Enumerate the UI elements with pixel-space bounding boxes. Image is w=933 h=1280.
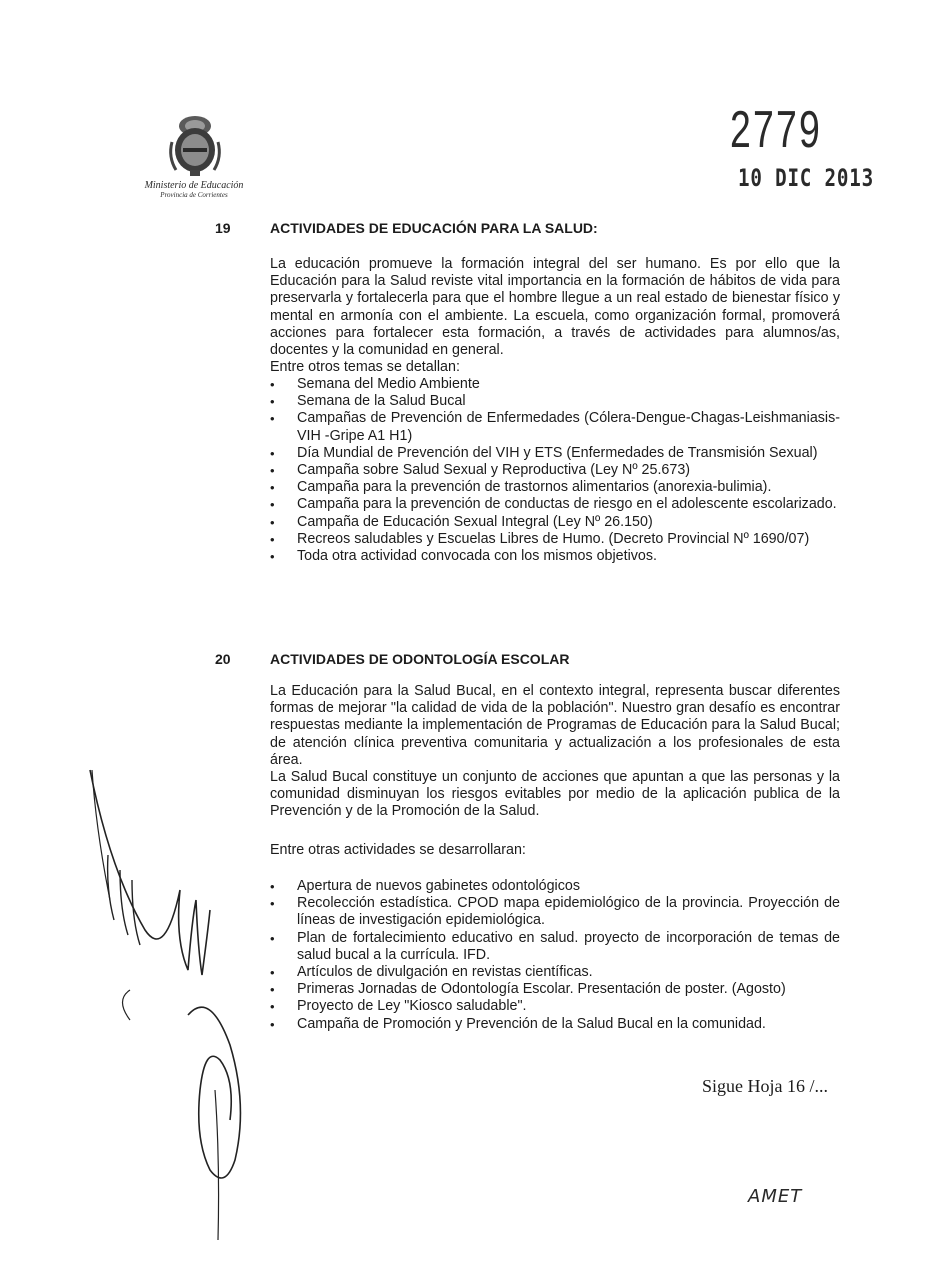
date-stamp: 10 DIC 2013 xyxy=(738,164,874,192)
section-19-intro: Entre otros temas se detallan: xyxy=(270,359,460,376)
section-20-list xyxy=(270,878,840,1033)
section-19-body xyxy=(270,256,840,376)
list-item: • Recreos saludables y Escuelas Libres de Humo. (Decreto Provincial Nº 1690/07) xyxy=(270,530,810,547)
list-item: • Proyecto de Ley "Kiosco saludable". xyxy=(270,998,527,1015)
ministry-name: Ministerio de Educación xyxy=(144,180,244,191)
section-19-paragraph: La educación promueve la formación integral del ser humano. Es por ello que la Educación para la Salud reviste vital importancia en la formación de hábitos de vida para preservarla y fortalecerla para que el hombre llegue a un real estado de bienestar físico y mental en armonía con el ambiente. La escuela, como organización formal, promoverá acciones para fortalecer esta formación, a través de actividades para alumnos/as, docentes y la comunidad en general. xyxy=(270,256,840,359)
list-item: • Campaña de Educación Sexual Integral (Ley Nº 26.150) xyxy=(270,513,653,530)
section-19-title: ACTIVIDADES DE EDUCACIÓN PARA LA SALUD: xyxy=(270,220,598,236)
section-19-list xyxy=(270,376,840,565)
province-name: Provincia de Corrientes xyxy=(160,191,228,199)
ministry-caption xyxy=(124,180,264,200)
section-20-number: 20 xyxy=(215,651,231,667)
handwritten-initials: AMET xyxy=(748,1186,803,1207)
list-item: • Campaña sobre Salud Sexual y Reproductiva (Ley Nº 25.673) xyxy=(270,462,691,479)
section-20-title: ACTIVIDADES DE ODONTOLOGÍA ESCOLAR xyxy=(270,651,570,667)
list-item: • Campaña de Promoción y Prevención de la Salud Bucal en la comunidad. xyxy=(270,1015,766,1032)
section-20-paragraph-2: La Salud Bucal constituye un conjunto de acciones que apuntan a que las personas y la comunidad disminuyan los riesgos evitables por medio de la aplicación publica de la Prevención y de la Promoción de la Salud. xyxy=(270,769,840,820)
section-20-body xyxy=(270,683,840,821)
list-item: • Campaña para la prevención de conductas de riesgo en el adolescente escolarizado. xyxy=(270,496,837,513)
coat-of-arms-icon xyxy=(166,112,224,178)
section-19-number: 19 xyxy=(215,220,231,236)
list-item: • Plan de fortalecimiento educativo en salud. proyecto de incorporación de temas de salud bucal a la currícula. IFD. xyxy=(270,929,840,963)
section-20-intro: Entre otras actividades se desarrollaran: xyxy=(270,842,526,858)
list-item: • Semana del Medio Ambiente xyxy=(270,376,480,392)
list-item: • Campaña para la prevención de trastornos alimentarios (anorexia-bulimia). xyxy=(270,479,772,496)
list-item: • Artículos de divulgación en revistas científicas. xyxy=(270,964,593,981)
handwritten-signature xyxy=(70,760,260,1260)
list-item: • Primeras Jornadas de Odontología Escolar. Presentación de poster. (Agosto) xyxy=(270,981,786,998)
list-item: • Día Mundial de Prevención del VIH y ETS (Enfermedades de Transmisión Sexual) xyxy=(270,444,818,461)
list-item: • Recolección estadística. CPOD mapa epidemiológico de la provincia. Proyección de líneas de investigación epidemiológica. xyxy=(270,895,840,929)
list-item: • Apertura de nuevos gabinetes odontológicos xyxy=(270,878,580,894)
list-item: • Semana de la Salud Bucal xyxy=(270,393,466,410)
list-item: • Toda otra actividad convocada con los mismos objetivos. xyxy=(270,548,657,565)
section-20-paragraph-1: La Educación para la Salud Bucal, en el contexto integral, representa buscar diferentes formas de mejorar "la calidad de vida de la población". Nuestro gran desafío es encontrar respuestas mediante la implementación de Programas de Educación para la Salud Bucal; de atención clínica preventiva comunitaria y actualización a los profesionales de esta área. xyxy=(270,683,840,768)
resolution-number-stamp: 2779 xyxy=(730,101,822,159)
list-item: • Campañas de Prevención de Enfermedades (Cólera-Dengue-Chagas-Leishmaniasis-VIH -Gripe A1 H1) xyxy=(270,410,840,444)
continues-on-next-page: Sigue Hoja 16 /... xyxy=(702,1076,828,1096)
